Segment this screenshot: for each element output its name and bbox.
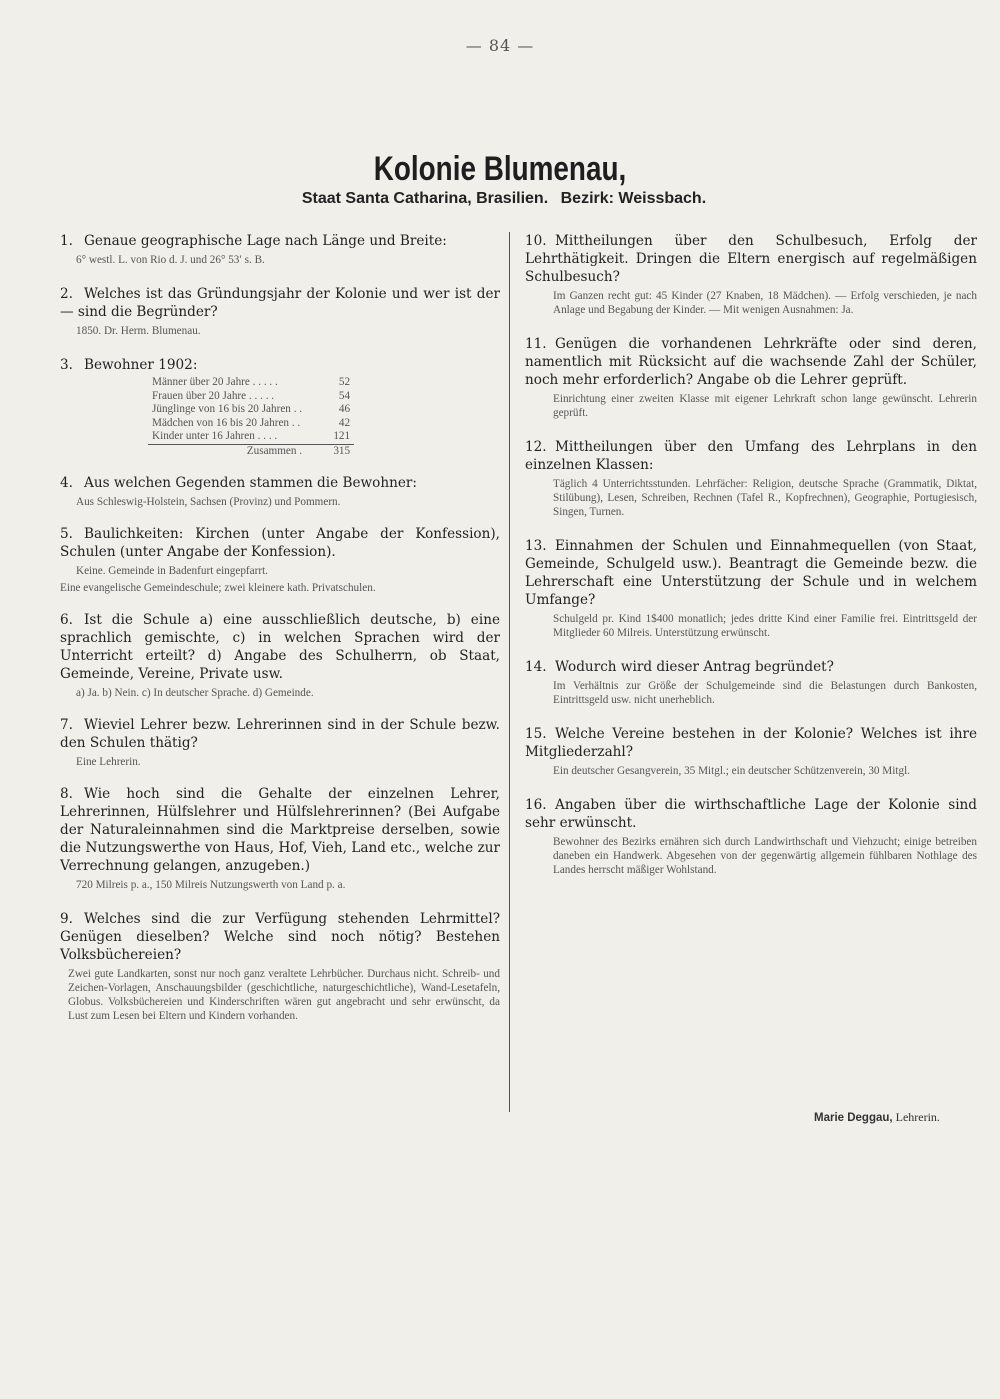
question-12: [525, 438, 977, 519]
row-value: 54: [338, 389, 351, 402]
question-text: Wieviel Lehrer bezw. Lehrerinnen sind in der Schule bezw. den Schulen thätig?: [60, 717, 500, 751]
answer-text: Keine. Gemeinde in Badenfurt eingepfarrt.: [76, 565, 268, 577]
row-value: 52: [338, 376, 351, 388]
row-value: 121: [333, 430, 351, 442]
question-16: [525, 796, 977, 877]
question-text: Welches sind die zur Verfügung stehenden Lehrmittel? Genügen dieselben? Welche sind noch nötig? Bestehen Volksbüchereien?: [60, 911, 500, 963]
question-text: Aus welchen Gegenden stammen die Bewohner:: [84, 475, 417, 491]
row-label: Frauen über 20 Jahre . . . . .: [152, 389, 275, 402]
question-text: Ist die Schule a) eine ausschließlich deutsche, b) eine sprachlich gemischte, c) in welchen Sprachen wird der Unterricht erteilt? d) Angabe des Schulherrn, ob Staat, Gemeinde, Vereine, Private usw.: [60, 612, 500, 682]
total-value: 315: [306, 444, 354, 458]
row-value: 46: [338, 403, 351, 415]
question-8: [60, 785, 500, 892]
right-column: [525, 232, 977, 889]
residents-table: [148, 376, 354, 458]
question-number: 11.: [525, 336, 547, 352]
question-text: Mittheilungen über den Umfang des Lehrplans in den einzelnen Klassen:: [525, 439, 977, 473]
answer-text: Einrichtung einer zweiten Klasse mit eigener Lehrkraft schon lange gewünscht. Lehrerin geprüft.: [553, 393, 977, 419]
question-2: [60, 285, 500, 338]
column-divider: [509, 232, 510, 1112]
question-number: 9.: [60, 911, 73, 927]
question-number: 4.: [60, 475, 73, 491]
question-text: Bewohner 1902:: [84, 357, 198, 373]
question-number: 16.: [525, 797, 547, 813]
signature: [814, 1110, 940, 1125]
table-row: [148, 376, 354, 390]
question-text: Mittheilungen über den Schulbesuch, Erfolg der Lehrthätigkeit. Dringen die Eltern energisch auf regelmäßigen Schulbesuch?: [525, 233, 977, 285]
answer-text: Zwei gute Landkarten, sonst nur noch ganz veraltete Lehrbücher. Durchaus nicht. Schreib- und Zeichen-Vorlagen, Anschauungsbilder (geschichtliche, naturgeschichtliche), Wand-Lesetafeln, Globus. Volksbüchereien und Kinderschriften wären gut angebracht und sehr erwünscht, da Lust zum Lesen bei Eltern und Kindern vorhanden.: [68, 968, 500, 1022]
row-value: 42: [338, 416, 351, 429]
question-11: [525, 335, 977, 420]
question-4: [60, 474, 500, 509]
answer-text: 720 Milreis p. a., 150 Milreis Nutzungswerth von Land p. a.: [76, 879, 346, 891]
answer-text: Eine Lehrerin.: [76, 756, 141, 768]
bleed-through-shadow: [0, 78, 1000, 113]
answer-text: Im Verhältnis zur Größe der Schulgemeinde sind die Belastungen durch Bankosten, Eintrittsgeld usw. nicht unerheblich.: [553, 680, 977, 706]
answer-text: 6° westl. L. von Rio d. J. und 26° 53′ s. B.: [76, 254, 265, 266]
answer-text-2: Eine evangelische Gemeindeschule; zwei kleinere kath. Privatschulen.: [60, 582, 376, 594]
signature-name: Marie Deggau,: [814, 1112, 893, 1124]
question-number: 15.: [525, 726, 547, 742]
question-text: Welche Vereine bestehen in der Kolonie? Welches ist ihre Mitgliederzahl?: [525, 726, 977, 760]
answer-text: Bewohner des Bezirks ernähren sich durch Landwirthschaft und Viehzucht; einige betreiben daneben ein Handwerk. Abgesehen von der gegenwärtig allgemein fühlbaren Nothlage des Landes herrscht mäßiger Wohlstand.: [553, 836, 977, 876]
question-number: 1.: [60, 233, 73, 249]
question-number: 2.: [60, 286, 73, 302]
question-number: 6.: [60, 612, 73, 628]
question-text: Wodurch wird dieser Antrag begründet?: [555, 659, 834, 675]
row-label: Kinder unter 16 Jahren . . . .: [152, 430, 278, 442]
question-text: Genügen die vorhandenen Lehrkräfte oder sind deren, namentlich mit Rücksicht auf die wachsende Zahl der Schüler, noch mehr erforderlich? Angabe ob die Lehrer geprüft.: [525, 336, 977, 388]
question-14: [525, 658, 977, 707]
question-text: Welches ist das Gründungsjahr der Kolonie und wer ist der — sind die Begründer?: [60, 286, 500, 320]
question-number: 14.: [525, 659, 547, 675]
question-9: [60, 910, 500, 1023]
question-1: [60, 232, 500, 267]
page-number: — 84 —: [465, 36, 535, 55]
total-label: Zusammen .: [148, 444, 306, 458]
table-row: [148, 390, 354, 404]
table-row: [148, 417, 354, 431]
question-15: [525, 725, 977, 778]
question-3: [60, 356, 500, 458]
page-title: Kolonie Blumenau,: [373, 150, 627, 188]
row-label: Männer über 20 Jahre . . . . .: [152, 376, 278, 388]
answer-text: Aus Schleswig-Holstein, Sachsen (Provinz) und Pommern.: [76, 496, 341, 508]
question-text: Genaue geographische Lage nach Länge und Breite:: [84, 233, 447, 249]
answer-text: Täglich 4 Unterrichtsstunden. Lehrfächer: Religion, deutsche Sprache (Grammatik, Diktat, Stilübung), Lesen, Schreiben, Rechnen (Tafel R., Kopfrechnen), Geographie, Portugiesisch, Singen, Turnen.: [553, 478, 977, 518]
row-label: Mädchen von 16 bis 20 Jahren . .: [152, 416, 301, 429]
table-row: [148, 403, 354, 417]
question-13: [525, 537, 977, 640]
question-text: Wie hoch sind die Gehalte der einzelnen Lehrer, Lehrerinnen, Hülfslehrer und Hülfslehrerinnen? (Bei Aufgabe der Naturaleinnahmen sind die Marktpreise derselben, sowie die Nutzungswerthe von Haus, Hof, Vieh, Land etc., welche zur Verrechnung gelangen, anzugeben.): [60, 786, 500, 874]
question-number: 10.: [525, 233, 547, 249]
row-label: Jünglinge von 16 bis 20 Jahren . .: [152, 403, 303, 415]
answer-text: 1850. Dr. Herm. Blumenau.: [76, 325, 201, 337]
page-subtitle: [0, 190, 1000, 208]
question-number: 12.: [525, 439, 547, 455]
answer-text: Im Ganzen recht gut: 45 Kinder (27 Knaben, 18 Mädchen). — Erfolg verschieden, je nach Anlage und Begabung der Kinder. — Mit wenigen Ausnahmen: Ja.: [553, 290, 977, 316]
subtitle-district: Bezirk: Weissbach.: [560, 190, 707, 207]
table-total-row: [148, 444, 354, 458]
question-number: 7.: [60, 717, 73, 733]
question-6: [60, 611, 500, 700]
question-7: [60, 716, 500, 769]
answer-text: Ein deutscher Gesangverein, 35 Mitgl.; ein deutscher Schützenverein, 30 Mitgl.: [553, 765, 910, 777]
subtitle-state: Staat Santa Catharina, Brasilien.: [301, 190, 549, 207]
question-number: 8.: [60, 786, 73, 802]
signature-role: Lehrerin.: [895, 1110, 940, 1124]
answer-text: a) Ja. b) Nein. c) In deutscher Sprache. d) Gemeinde.: [76, 687, 314, 699]
question-number: 13.: [525, 538, 547, 554]
question-text: Angaben über die wirthschaftliche Lage der Kolonie sind sehr erwünscht.: [525, 797, 977, 831]
question-text: Einnahmen der Schulen und Einnahmequellen (von Staat, Gemeinde, Schulgeld usw.). Beantragt die Gemeinde bezw. die Lehrerschaft eine Unterstützung der Schule und in welchem Umfange?: [525, 538, 977, 608]
question-5: [60, 525, 500, 595]
question-text: Baulichkeiten: Kirchen (unter Angabe der Konfession), Schulen (unter Angabe der Konfession).: [60, 526, 500, 560]
left-column: [60, 232, 500, 1035]
question-number: 3.: [60, 357, 73, 373]
table-row: [148, 430, 354, 444]
question-10: [525, 232, 977, 317]
question-number: 5.: [60, 526, 73, 542]
answer-text: Schulgeld pr. Kind 1$400 monatlich; jedes dritte Kind einer Familie frei. Eintrittsgeld der Mitglieder 60 Milreis. Unterstützung erwünscht.: [553, 613, 977, 639]
